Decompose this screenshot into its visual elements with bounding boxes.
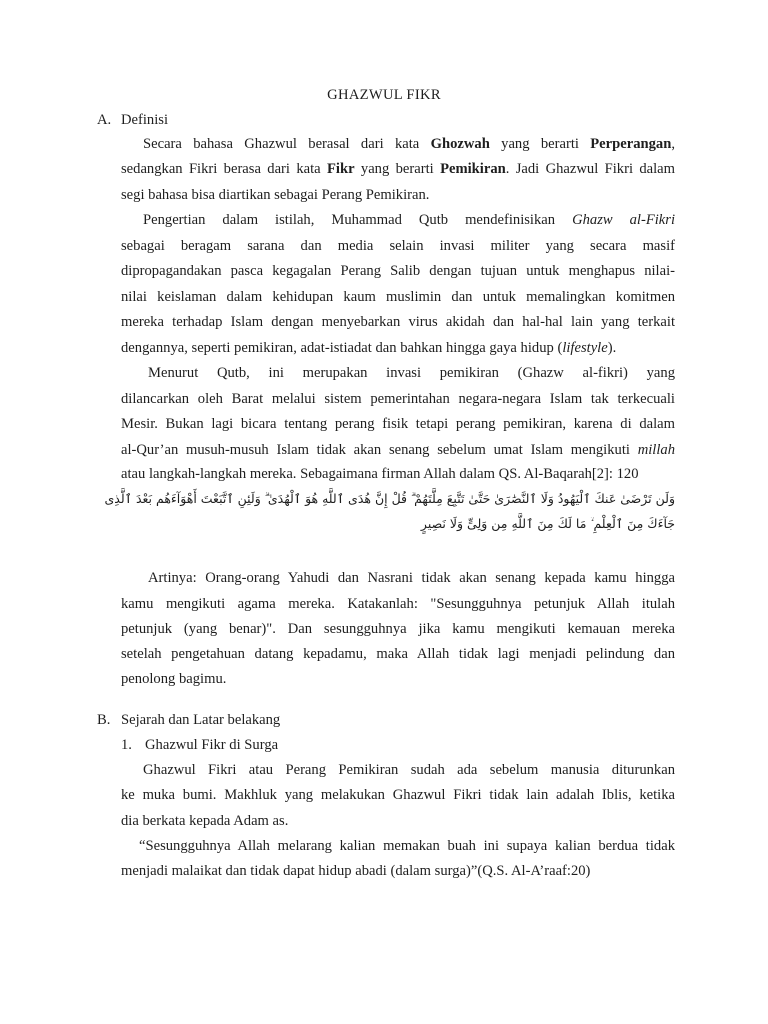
definition-line: Mesir. Bukan lagi bicara tentang perang fisik tetapi perang pemikiran, karena di dalam (121, 416, 675, 432)
definition-line: sedangkan Fikri berasa dari kata Fikr yang berarti Pemikiran. Jadi Ghazwul Fikri dalam (121, 161, 675, 177)
translation-line: penolong bagimu. (121, 671, 227, 687)
definition-line: dengannya, seperti pemikiran, adat-istiadat dan bahkan hingga gaya hidup (lifestyle). (121, 340, 617, 356)
document-title: GHAZWUL FIKR (327, 87, 441, 103)
section-b-heading: Sejarah dan Latar belakang (121, 712, 281, 728)
subsection-heading: Ghazwul Fikr di Surga (145, 737, 279, 753)
definition-line: Menurut Qutb, ini merupakan invasi pemikiran (Ghazw al-fikri) yang (148, 365, 675, 381)
history-line: dia berkata kepada Adam as. (121, 813, 289, 829)
translation-line: kamu mengikuti agama mereka. Katakanlah: "Sesungguhnya petunjuk Allah itulah (121, 596, 675, 612)
translation-line: setelah pengetahuan datang kepadamu, maka Allah tidak lagi menjadi pelindung dan (121, 646, 675, 662)
section-a-heading: Definisi (121, 112, 169, 128)
arabic-verse-line: جَآءَكَ مِنَ ٱلْعِلْمِ ۙ مَا لَكَ مِنَ ٱللَّهِ مِن وَلِىٍّ وَلَا نَصِيرٍ (420, 516, 675, 531)
definition-line: mereka terhadap Islam dengan menyebarkan virus akidah dan hal-hal lain yang terkait (121, 314, 675, 330)
translation-line: Artinya: Orang-orang Yahudi dan Nasrani tidak akan senang kepada kamu hingga (148, 570, 675, 586)
subsection-number: 1. (121, 737, 132, 753)
definition-line: atau langkah-langkah mereka. Sebagaimana firman Allah dalam QS. Al-Baqarah[2]: 120 (121, 466, 639, 482)
quote-line: menjadi malaikat dan tidak dapat hidup abadi (dalam surga)”(Q.S. Al-A’raaf:20) (121, 863, 591, 879)
definition-line: dilancarkan oleh Barat melalui sistem pemerintahan negara-negara Islam tak terkecuali (121, 391, 675, 407)
definition-line: nilai keislaman dalam kehidupan kaum muslimin dan untuk memalingkan komitmen (121, 289, 675, 305)
quote-line: “Sesungguhnya Allah melarang kalian memakan buah ini supaya kalian berdua tidak (139, 838, 675, 854)
definition-line: al-Qur’an musuh-musuh Islam tidak akan senang sebelum umat Islam mengikuti millah (121, 442, 675, 458)
definition-line: sebagai beragam sarana dan media selain invasi militer yang secara masif (121, 238, 675, 254)
definition-line: Secara bahasa Ghazwul berasal dari kata Ghozwah yang berarti Perperangan, (143, 136, 675, 152)
translation-line: petunjuk (yang benar)". Dan sesungguhnya jika kamu mengikuti kemauan mereka (121, 621, 675, 637)
definition-line: Pengertian dalam istilah, Muhammad Qutb mendefinisikan Ghazw al-Fikri (143, 212, 675, 228)
history-line: Ghazwul Fikri atau Perang Pemikiran sudah ada sebelum manusia diturunkan (143, 762, 675, 778)
section-b-letter: B. (97, 712, 111, 728)
history-line: ke muka bumi. Makhluk yang melakukan Ghazwul Fikri tidak lain adalah Iblis, ketika (121, 787, 675, 803)
definition-line: segi bahasa bisa diartikan sebagai Perang Pemikiran. (121, 187, 430, 203)
section-a-letter: A. (97, 112, 112, 128)
arabic-verse-line: وَلَن تَرْضَىٰ عَنكَ ٱلْيَهُودُ وَلَا ٱلنَّصَٰرَىٰ حَتَّىٰ تَتَّبِعَ مِلَّتَهُمْ ۗ قُلْ إِنَّ هُدَى ٱللَّهِ هُوَ ٱلْهُدَىٰ ۗ وَلَئِنِ ٱتَّبَعْتَ أَهْوَآءَهُم بَعْدَ ٱلَّذِى (104, 491, 675, 506)
definition-line: dipropagandakan pasca kegagalan Perang Salib dengan tujuan untuk menghapus nilai- (121, 263, 675, 279)
